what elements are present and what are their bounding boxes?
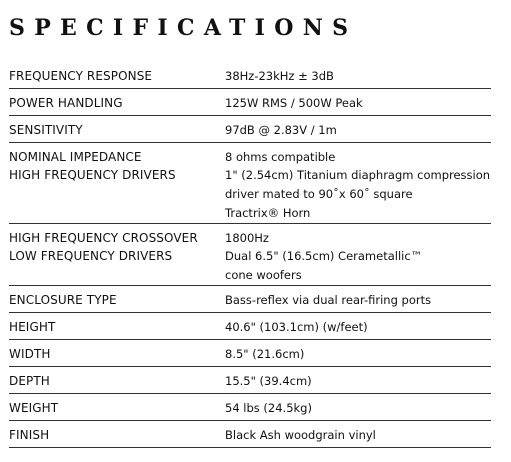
spec-table — [9, 62, 491, 448]
spec-value — [225, 116, 491, 140]
spec-row-weight — [9, 394, 491, 421]
spec-value-line: 54 lbs (24.5kg) — [225, 401, 312, 415]
spec-value-line: 40.6" (103.1cm) (w/feet) — [225, 320, 368, 334]
spec-label: WIDTH — [9, 347, 51, 361]
spec-label: LOW FREQUENCY DRIVERS — [9, 249, 173, 263]
spec-row-high-frequency-crossover — [9, 224, 491, 245]
spec-value-line: Black Ash woodgrain vinyl — [225, 428, 376, 442]
spec-row-depth — [9, 367, 491, 394]
spec-value-line: 15.5" (39.4cm) — [225, 374, 312, 388]
spec-value-line: Bass-reflex via dual rear-firing ports — [225, 293, 432, 307]
spec-label: DEPTH — [9, 374, 50, 388]
spec-value — [225, 161, 491, 223]
spec-label: HIGH FREQUENCY CROSSOVER — [9, 231, 198, 245]
spec-value-line: 8 ohms compatible — [225, 150, 336, 164]
spec-label: WEIGHT — [9, 401, 59, 415]
spec-row-high-frequency-drivers — [9, 161, 491, 224]
spec-value — [225, 421, 491, 445]
spec-label: POWER HANDLING — [9, 96, 123, 110]
spec-value-line: Dual 6.5" (16.5cm) Cerametallic™ — [225, 249, 423, 263]
spec-value-line: 1" (2.54cm) Titanium diaphragm compression — [225, 168, 491, 182]
spec-value-line: cone woofers — [225, 268, 302, 282]
spec-label: HIGH FREQUENCY DRIVERS — [9, 168, 176, 182]
spec-row-nominal-impedance — [9, 143, 491, 164]
spec-value-line: driver mated to 90˚x 60˚ square — [225, 187, 413, 201]
page-title: SPECIFICATIONS — [9, 15, 358, 41]
spec-value — [225, 89, 491, 113]
spec-value — [225, 394, 491, 418]
spec-row-frequency-response — [9, 62, 491, 89]
spec-value-line: 8.5" (21.6cm) — [225, 347, 305, 361]
spec-value — [225, 242, 491, 285]
spec-value-line: 125W RMS / 500W Peak — [225, 96, 363, 110]
spec-label: HEIGHT — [9, 320, 56, 334]
spec-value — [225, 340, 491, 364]
spec-row-sensitivity — [9, 116, 491, 143]
spec-label: NOMINAL IMPEDANCE — [9, 150, 142, 164]
spec-value-line: 38Hz-23kHz ± 3dB — [225, 69, 334, 83]
spec-value — [225, 367, 491, 391]
spec-row-low-frequency-drivers — [9, 242, 491, 286]
spec-row-finish — [9, 421, 491, 448]
spec-row-width — [9, 340, 491, 367]
spec-row-height — [9, 313, 491, 340]
spec-value-line: 1800Hz — [225, 231, 269, 245]
spec-label: ENCLOSURE TYPE — [9, 293, 117, 307]
spec-value — [225, 313, 491, 337]
spec-value — [225, 62, 491, 86]
spec-row-enclosure-type — [9, 286, 491, 313]
spec-label: FREQUENCY RESPONSE — [9, 69, 153, 83]
spec-value-line: 97dB @ 2.83V / 1m — [225, 123, 337, 137]
spec-label: FINISH — [9, 428, 50, 442]
spec-label: SENSITIVITY — [9, 123, 83, 137]
spec-value — [225, 286, 491, 310]
spec-row-power-handling — [9, 89, 491, 116]
spec-value-line: Tractrix® Horn — [225, 206, 311, 220]
